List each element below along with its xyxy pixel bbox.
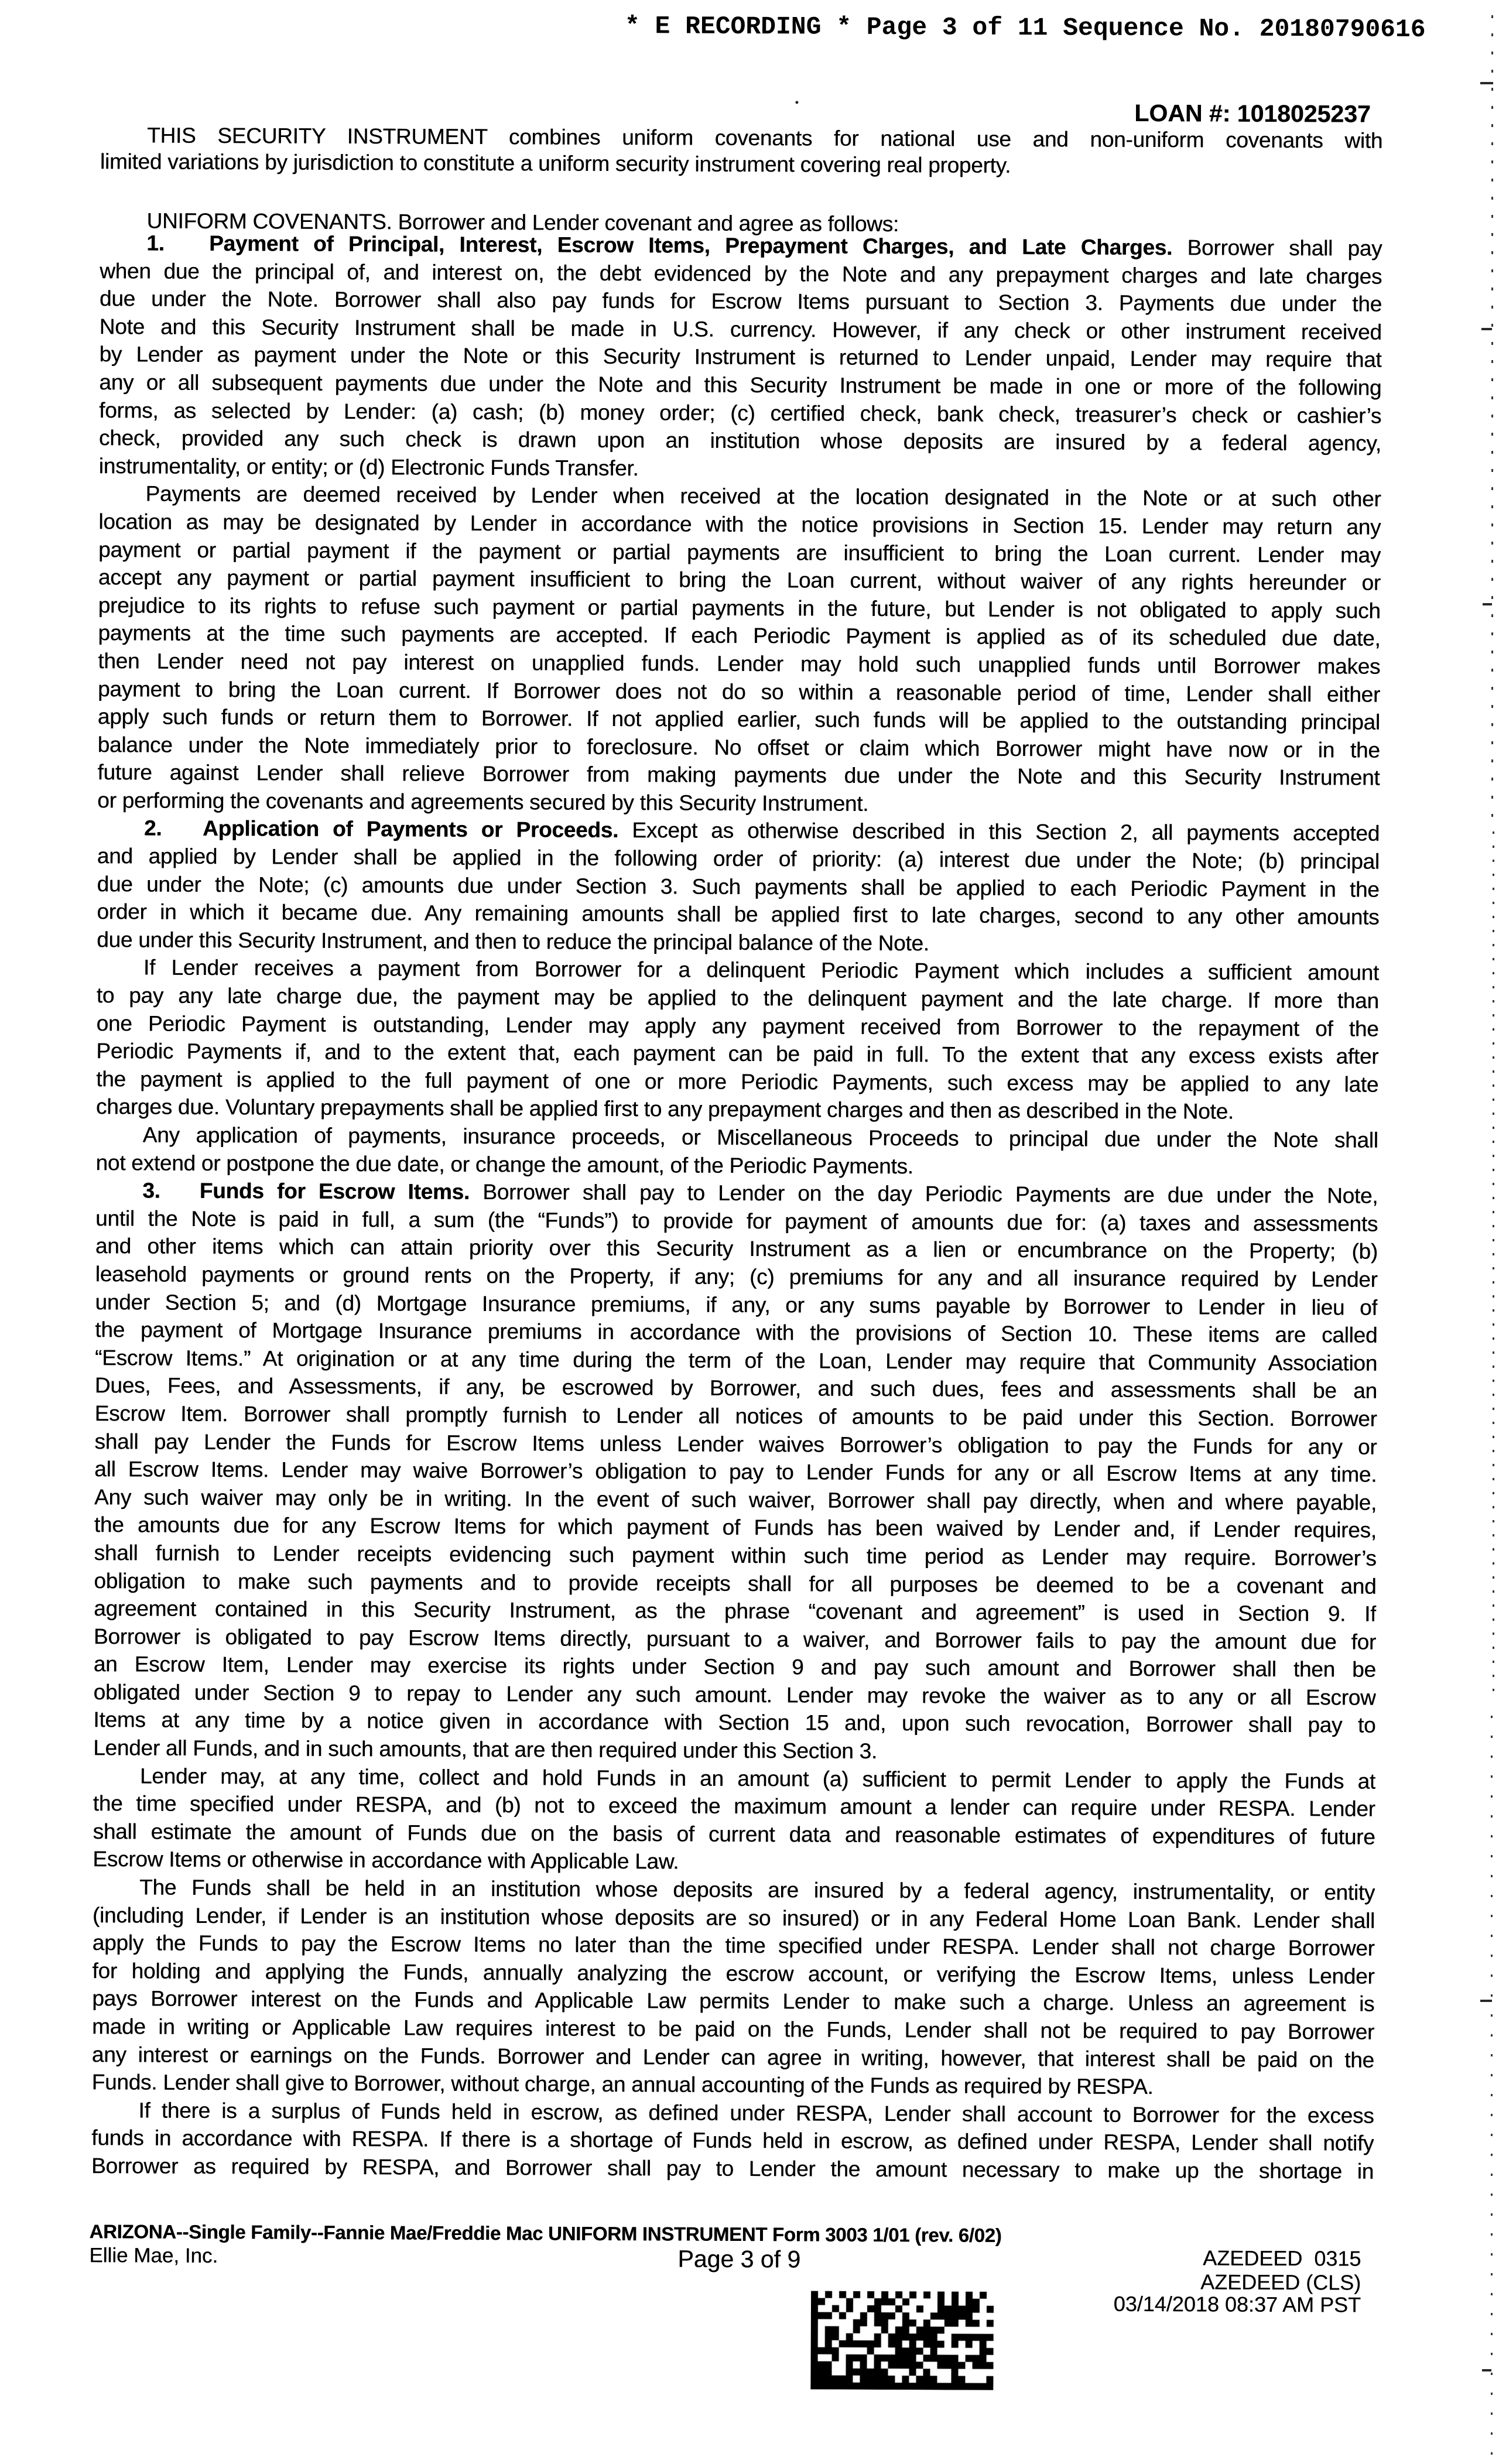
text-line: Funds. Lender shall give to Borrower, without charge, an annual accounting of the Funds as required by RESPA.	[91, 2070, 1154, 2099]
text-line: Borrower as required by RESPA, and Borrower shall pay to Lender the amount necessary to make up the shortage in	[91, 2154, 1374, 2184]
text-line: all Escrow Items. Lender may waive Borrower’s obligation to pay to Lender Funds for any or all Escrow Items at any time.	[94, 1457, 1377, 1487]
text-line: 3. Funds for Escrow Items. Borrower shall pay to Lender on the day Periodic Payments are due under the Note,	[142, 1178, 1378, 1208]
text-line: shall estimate the amount of Funds due on the basis of current data and reasonable estimates of expenditures of future	[93, 1819, 1375, 1849]
scan-edge-tick	[1480, 82, 1493, 84]
text-line: order in which it became due. Any remaining amounts shall be applied first to late charges, second to any other amounts	[97, 899, 1380, 929]
form-code-cls: AZEDEED (CLS)	[1200, 2270, 1361, 2295]
text-line: If there is a surplus of Funds held in escrow, as defined under RESPA, Lender shall account to Borrower for the excess	[138, 2098, 1374, 2128]
text-line: charges due. Voluntary prepayments shall be applied first to any prepayment charges and then as described in the Note.	[95, 1094, 1234, 1124]
text-line: Dues, Fees, and Assessments, if any, be escrowed by Borrower, and such dues, fees and assessments shall be an	[94, 1373, 1377, 1404]
text-line: “Escrow Items.” At origination or at any time during the term of the Loan, Lender may require that Community Association	[94, 1345, 1378, 1375]
text-line: 2. Application of Payments or Proceeds. Except as otherwise described in this Section 2, all payments accepted	[143, 816, 1380, 846]
page-indicator: Page 3 of 9	[677, 2245, 801, 2273]
text-line: Escrow Items or otherwise in accordance with Applicable Law.	[93, 1847, 679, 1874]
loan-number: LOAN #: 1018025237	[1134, 99, 1371, 128]
text-line: limited variations by jurisdiction to constitute a uniform security instrument covering real property.	[100, 149, 1011, 177]
scan-edge-tick	[1482, 2369, 1491, 2371]
text-line: UNIFORM COVENANTS. Borrower and Lender covenant and agree as follows:	[146, 208, 899, 237]
form-identifier-line: ARIZONA--Single Family--Fannie Mae/Freddie Mac UNIFORM INSTRUMENT Form 3003 1/01 (rev. 6/02)	[89, 2220, 1002, 2246]
text-line: any or all subsequent payments due under the Note and this Security Instrument be made in one or more of the following	[99, 370, 1382, 400]
text-line: instrumentality, or entity; or (d) Electronic Funds Transfer.	[98, 453, 639, 480]
vendor-name: Ellie Mae, Inc.	[89, 2244, 218, 2268]
data-matrix-barcode	[810, 2291, 994, 2390]
text-line: by Lender as payment under the Note or this Security Instrument is returned to Lender unpaid, Lender may require that	[99, 342, 1382, 372]
scan-edge-tick	[1481, 328, 1492, 330]
text-line: then Lender need not pay interest on unapplied funds. Lender may hold such unapplied funds until Borrower makes	[98, 649, 1381, 679]
text-line: any interest or earnings on the Funds. Borrower and Lender can agree in writing, however, that interest shall be paid on the	[91, 2042, 1374, 2072]
scan-noise-dot	[795, 101, 798, 104]
text-line: made in writing or Applicable Law requires interest to be paid on the Funds, Lender shall not be required to pay Borrower	[91, 2014, 1375, 2044]
text-line: the amounts due for any Escrow Items for which payment of Funds has been waived by Lender and, if Lender requires,	[94, 1512, 1377, 1542]
text-line: Periodic Payments if, and to the extent that, each payment can be paid in full. To the extent that any excess exists after	[96, 1039, 1379, 1069]
section-heading-bold: 1. Payment of Principal, Interest, Escrow Items, Prepayment Charges, and Late Charges.	[146, 231, 1173, 260]
text-line: to pay any late charge due, the payment may be applied to the delinquent payment and the late charge. If more than	[96, 983, 1379, 1013]
text-line: shall furnish to Lender receipts evidencing such payment within such time period as Lender may require. Borrower’s	[94, 1541, 1377, 1570]
text-line: leasehold payments or ground rents on the Property, if any; (c) premiums for any and all insurance required by Lender	[95, 1262, 1378, 1292]
text-line: apply the Funds to pay the Escrow Items no later than the time specified under RESPA. Lender shall not charge Borrower	[92, 1931, 1375, 1960]
text-line: Any application of payments, insurance proceeds, or Miscellaneous Proceeds to principal due under the Note shall	[142, 1123, 1378, 1152]
text-line: when due the principal of, and interest on, the debt evidenced by the Note and any prepayment charges and late charges	[100, 258, 1382, 289]
print-timestamp: 03/14/2018 08:37 AM PST	[1113, 2291, 1361, 2317]
text-line: the payment of Mortgage Insurance premiums in accordance with the provisions of Section 10. These items are called	[95, 1317, 1378, 1347]
text-line: Items at any time by a notice given in accordance with Section 15 and, upon such revocation, Borrower shall pay to	[93, 1707, 1376, 1738]
text-line: until the Note is paid in full, a sum (the “Funds”) to provide for payment of amounts due for: (a) taxes and assessments	[95, 1206, 1378, 1236]
text-line: or performing the covenants and agreements secured by this Security Instrument.	[97, 788, 869, 816]
text-line: accept any payment or partial payment insufficient to bring the Loan current, without waiver of any rights hereunder or	[98, 565, 1381, 595]
section-heading-bold: 3. Funds for Escrow Items.	[142, 1178, 470, 1204]
text-line: The Funds shall be held in an institution whose deposits are insured by a federal agency, instrumentality, or entity	[139, 1875, 1375, 1905]
text-line: due under the Note; (c) amounts due under Section 3. Such payments shall be applied to each Periodic Payment in the	[97, 871, 1380, 902]
text-line: obligated under Section 9 to repay to Lender any such amount. Lender may revoke the waiver as to any or all Escrow	[93, 1679, 1376, 1710]
text-line: 1. Payment of Principal, Interest, Escrow Items, Prepayment Charges, and Late Charges. Borrower shall pay	[146, 231, 1382, 261]
text-line: and other items which can attain priority over this Security Instrument as a lien or encumbrance on the Property; (b)	[95, 1234, 1378, 1264]
scan-edge-artifact	[1491, 0, 1493, 820]
text-line: apply such funds or return them to Borrower. If not applied earlier, such funds will be applied to the outstanding principal	[97, 704, 1380, 734]
text-line: for holding and applying the Funds, annually analyzing the escrow account, or verifying the Escrow Items, unless Lender	[92, 1958, 1375, 1989]
text-line: Any such waiver may only be in writing. In the event of such waiver, Borrower shall pay directly, when and where payable,	[94, 1484, 1377, 1515]
covenant-body-text	[91, 229, 1382, 2185]
scan-edge-artifact	[1491, 1698, 1493, 2464]
text-line: payments at the time such payments are accepted. If each Periodic Payment is applied as of its scheduled due date,	[98, 621, 1381, 651]
text-line: Escrow Item. Borrower shall promptly furnish to Lender all notices of amounts to be paid under this Section. Borrower	[94, 1401, 1377, 1431]
intro-paragraph	[100, 122, 1382, 180]
text-line: location as may be designated by Lender in accordance with the notice provisions in Section 15. Lender may return any	[98, 509, 1381, 539]
text-line: check, provided any such check is drawn upon an institution whose deposits are insured by a federal agency,	[98, 426, 1381, 456]
text-line: the payment is applied to the full payment of one or more Periodic Payments, such excess may be applied to any late	[96, 1066, 1379, 1097]
text-line: funds in accordance with RESPA. If there is a shortage of Funds held in escrow, as defined under RESPA, Lender shall notify	[91, 2126, 1374, 2156]
text-line: the time specified under RESPA, and (b) not to exceed the maximum amount a lender can require under RESPA. Lender	[93, 1791, 1375, 1821]
scan-edge-artifact	[1493, 820, 1494, 1698]
text-line: due under this Security Instrument, and then to reduce the principal balance of the Note.	[97, 927, 929, 956]
text-line: Lender may, at any time, collect and hold Funds in an amount (a) sufficient to permit Lender to apply the Funds at	[139, 1764, 1376, 1794]
text-line: prejudice to its rights to refuse such payment or partial payments in the future, but Lender is not obligated to apply such	[98, 593, 1381, 623]
text-line: THIS SECURITY INSTRUMENT combines uniform covenants for national use and non-uniform covenants with	[147, 123, 1383, 153]
scan-edge-tick	[1480, 2000, 1492, 2002]
text-line: under Section 5; and (d) Mortgage Insurance premiums, if any, or any sums payable by Borrower to Lender in lieu of	[95, 1289, 1378, 1320]
recording-stamp-header: * E RECORDING * Page 3 of 11 Sequence No. 20180790616	[624, 12, 1426, 45]
text-line: future against Lender shall relieve Borrower from making payments due under the Note and this Security Instrument	[97, 760, 1380, 790]
text-line: (including Lender, if Lender is an institution whose deposits are so insured) or in any Federal Home Loan Bank. Lender shall	[92, 1902, 1375, 1933]
text-line: an Escrow Item, Lender may exercise its rights under Section 9 and pay such amount and Borrower shall then be	[93, 1652, 1376, 1682]
text-line: agreement contained in this Security Instrument, as the phrase “covenant and agreement” is used in Section 9. If	[94, 1596, 1377, 1626]
section-heading-bold: 2. Application of Payments or Proceeds.	[143, 816, 619, 843]
text-line: not extend or postpone the due date, or change the amount, of the Periodic Payments.	[95, 1150, 913, 1178]
text-line: forms, as selected by Lender: (a) cash; (b) money order; (c) certified check, bank check, treasurer’s check or cashier’s	[99, 398, 1382, 428]
text-line: If Lender receives a payment from Borrower for a delinquent Periodic Payment which includes a sufficient amount	[143, 955, 1380, 985]
text-line: and applied by Lender shall be applied in the following order of priority: (a) interest due under the Note; (b) principal	[97, 844, 1380, 874]
text-line: Borrower is obligated to pay Escrow Items directly, pursuant to a waiver, and Borrower fails to pay the amount due for	[93, 1624, 1377, 1654]
text-line: due under the Note. Borrower shall also pay funds for Escrow Items pursuant to Section 3. Payments due under the	[99, 286, 1382, 316]
text-line: obligation to make such payments and to provide receipts shall for all purposes be deemed to be a covenant and	[94, 1568, 1377, 1599]
text-line: Lender all Funds, and in such amounts, that are then required under this Section 3.	[93, 1736, 878, 1764]
text-line: shall pay Lender the Funds for Escrow Items unless Lender waives Borrower’s obligation to pay the Funds for any or	[94, 1429, 1377, 1459]
text-line: pays Borrower interest on the Funds and Applicable Law permits Lender to make such a charge. Unless an agreement is	[92, 1986, 1375, 2017]
text-line: payment to bring the Loan current. If Borrower does not do so within a reasonable period of time, Lender shall either	[97, 676, 1381, 707]
text-line: balance under the Note immediately prior to foreclosure. No offset or claim which Borrower might have now or in the	[97, 732, 1380, 762]
text-line: Note and this Security Instrument shall be made in U.S. currency. However, if any check or other instrument received	[99, 314, 1382, 344]
scan-edge-tick	[1483, 603, 1492, 605]
text-line: payment or partial payment if the payment or partial payments are insufficient to bring the Loan current. Lender may	[98, 537, 1381, 567]
text-line: Payments are deemed received by Lender when received at the location designated in the Note or at such other	[145, 481, 1381, 512]
text-line: one Periodic Payment is outstanding, Lender may apply any payment received from Borrower to the repayment of the	[96, 1011, 1379, 1041]
form-code: AZEDEED 0315	[1203, 2246, 1361, 2271]
